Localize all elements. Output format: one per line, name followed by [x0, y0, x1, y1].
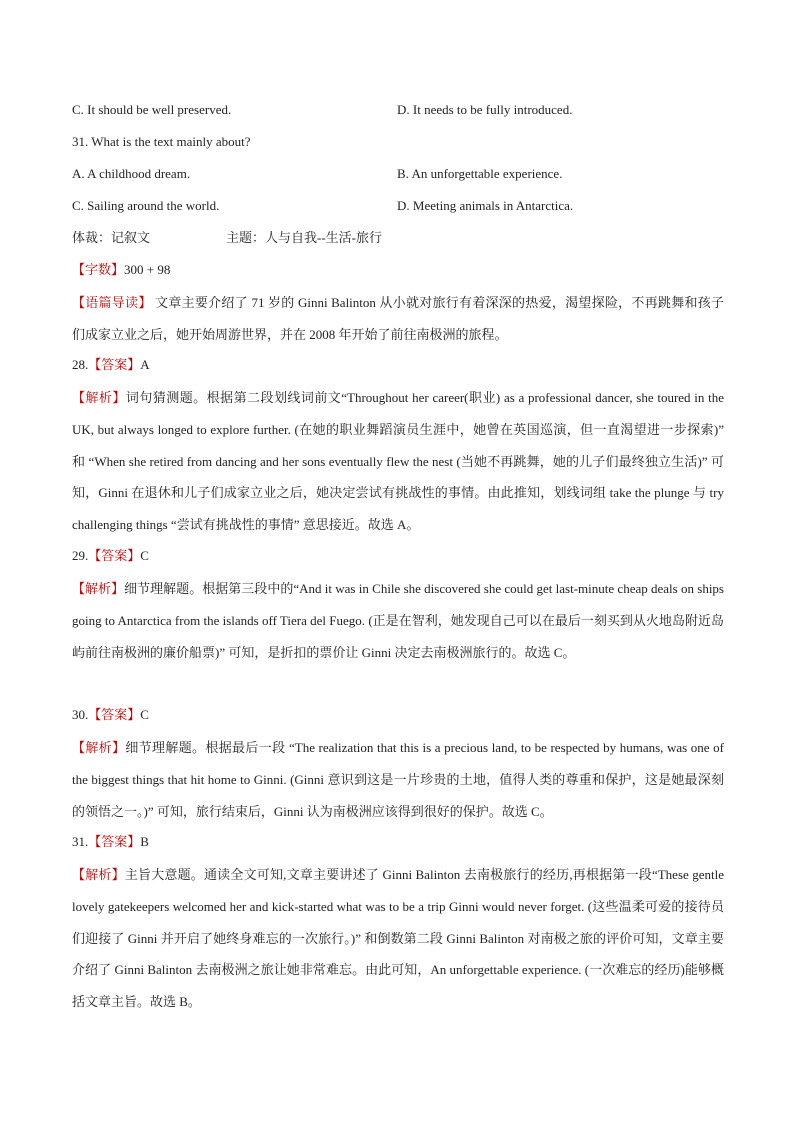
- analysis-28-tag: 【解析】: [72, 390, 126, 405]
- analysis-31-text: 主旨大意题。通读全文可知,文章主要讲述了 Ginni Balinton 去南极旅行的经历,再根据第一段“These gentle lovely gatekeepers welcomed her and kick-started what was to be a trip Ginni would never forget. (这些温柔可爱的接待员们迎接了 Ginni 并开启了她终身难忘的一次旅行。)” 和倒数第二段 Ginni Balinton 对南极之旅的评价可知，文章主要介绍了 Ginni Balinton 去南极洲之旅让她非常难忘。由此可知，An unforgettable experience. (一次难忘的经历)能够概括文章主旨。故选 B。: [72, 867, 724, 1010]
- answer-30-line: [72, 705, 149, 725]
- q30-option-d: D. It needs to be fully introduced.: [397, 102, 573, 117]
- analysis-30-tag: 【解析】: [72, 740, 126, 755]
- theme-label: 主题：人与自我--生活-旅行: [226, 230, 382, 245]
- answer-30-tag: 【答案】: [88, 707, 141, 722]
- analysis-28-text: 词句猜测题。根据第二段划线词前文“Throughout her career(职业) as a professional dancer, she toured in the UK, but always longed to explore further. (在她的职业舞蹈演员生涯中，她曾在英国巡演，但一直渴望进一步探索)” 和 “When she retired from dancing and her sons eventually flew the nest (当她不再跳舞，她的儿子们最终独立生活)” 可知，Ginni 在退休和儿子们成家立业之后，她决定尝试有挑战性的事情。由此推知，划线词组 take the plunge 与 try challenging things “尝试有挑战性的事情” 意思接近。故选 A。: [72, 390, 724, 533]
- reading-guide-text: 文章主要介绍了 71 岁的 Ginni Balinton 从小就对旅行有着深深的热爱，渴望探险，不再跳舞和孩子们成家立业之后，她开始周游世界，并在 2008 年开始了前往南极洲的旅程。: [72, 295, 724, 342]
- answer-30-number: 30.: [72, 707, 89, 722]
- reading-guide-tag: 【语篇导读】: [72, 295, 152, 310]
- word-count-value: 300 + 98: [124, 262, 171, 277]
- q31-option-d: D. Meeting animals in Antarctica.: [397, 198, 574, 213]
- reading-guide: [72, 287, 724, 351]
- analysis-29-tag: 【解析】: [72, 581, 125, 596]
- answer-30-value: C: [140, 707, 149, 722]
- answer-31-value: B: [140, 834, 149, 849]
- analysis-31-tag: 【解析】: [72, 867, 125, 882]
- word-count-tag: 【字数】: [72, 262, 125, 277]
- analysis-31: [72, 859, 724, 1018]
- answer-29-line: [72, 546, 149, 566]
- answer-28-tag: 【答案】: [88, 357, 141, 372]
- answer-31-line: [72, 832, 149, 852]
- answer-29-value: C: [140, 548, 149, 563]
- analysis-30: [72, 732, 724, 827]
- word-count: [72, 260, 170, 280]
- analysis-28: [72, 382, 724, 541]
- q30-option-c: C. It should be well preserved.: [72, 102, 232, 117]
- answer-28-number: 28.: [72, 357, 89, 372]
- answer-29-number: 29.: [72, 548, 89, 563]
- answer-29-tag: 【答案】: [88, 548, 141, 563]
- analysis-30-text: 细节理解题。根据最后一段 “The realization that this is a precious land, to be respected by humans, was one of the biggest things that hit home to Ginni. (Ginni 意识到这是一片珍贵的土地，值得人类的尊重和保护，这是她最深刻的领悟之一。)” 可知，旅行结束后，Ginni 认为南极洲应该得到很好的保护。故选 C。: [72, 740, 724, 819]
- answer-28-value: A: [140, 357, 150, 372]
- analysis-29-text: 细节理解题。根据第三段中的“And it was in Chile she discovered she could get last-minute cheap deals on ships going to Antarctica from the islands off Tiera del Fuego. (正是在智利，她发现自己可以在最后一刻买到从火地岛附近岛屿前往南极洲的廉价船票)” 可知，是折扣的票价让 Ginni 决定去南极洲旅行的。故选 C。: [72, 581, 724, 660]
- q31-option-a: A. A childhood dream.: [72, 166, 191, 181]
- answer-31-tag: 【答案】: [88, 834, 141, 849]
- q31-option-c: C. Sailing around the world.: [72, 198, 220, 213]
- q31-option-b: B. An unforgettable experience.: [397, 166, 563, 181]
- genre-label: 体裁：记叙文: [72, 230, 151, 245]
- answer-31-number: 31.: [72, 834, 89, 849]
- answer-28-line: [72, 355, 150, 375]
- q31-question: 31. What is the text mainly about?: [72, 134, 251, 149]
- analysis-29: [72, 573, 724, 668]
